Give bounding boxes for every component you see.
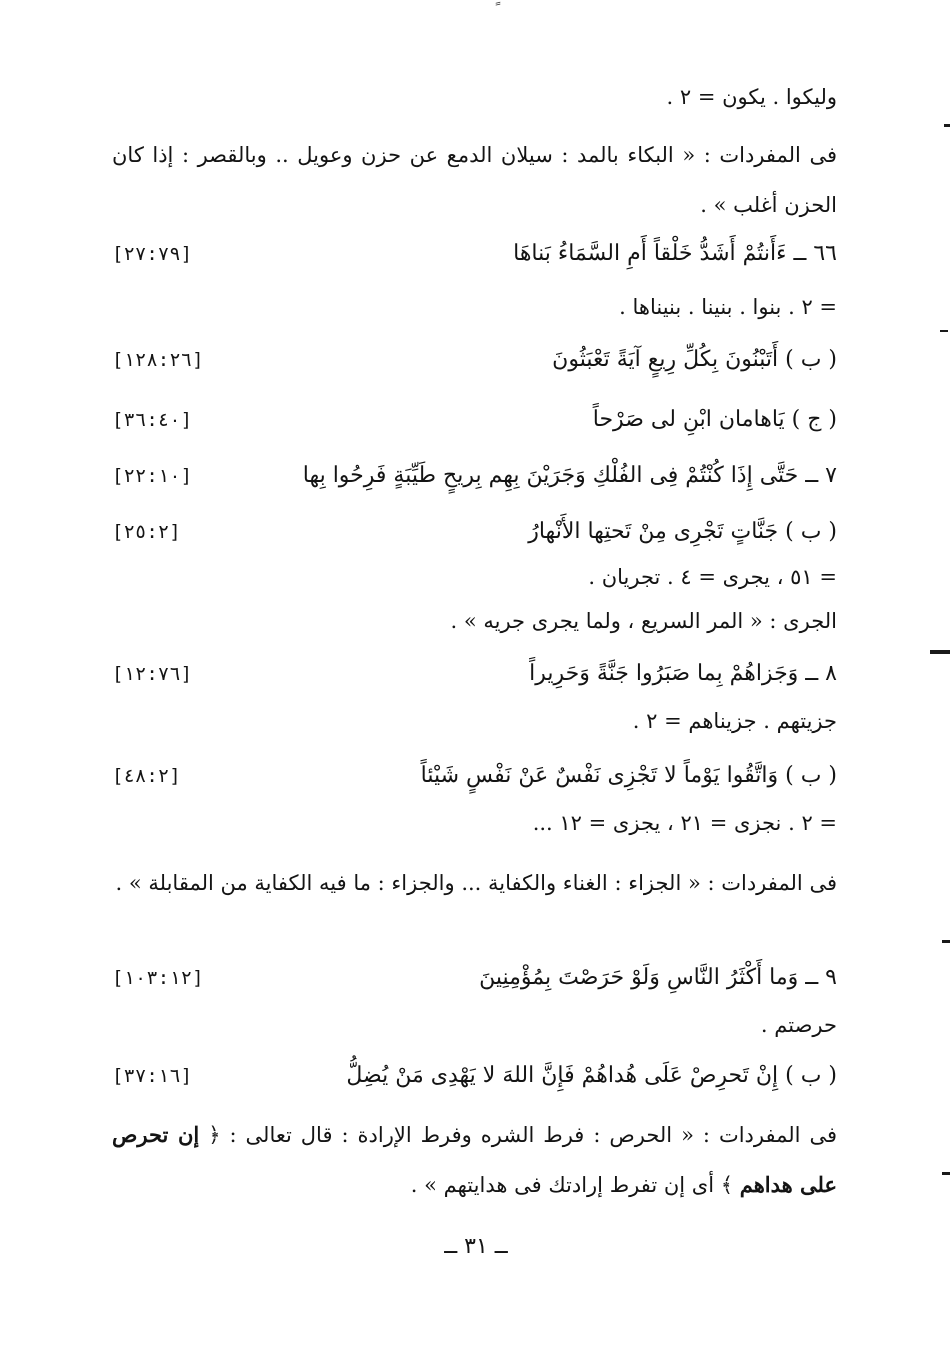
- verse-text: ٩ ــ وَما أَكْثَرُ النَّاسِ وَلَوْ حَرَصْتَ بِمُؤْمِنِينَ: [479, 965, 837, 990]
- verse-text: ( ب ) أَتَبْنُونَ بِكُلِّ رِيعٍ آيَةً تَعْبَثُونَ: [552, 347, 837, 372]
- text-line-6: = ٢ . نجزى = ٢١ ، يجزى = ١٢ ...: [532, 811, 837, 835]
- text-line-4: الجرى : « المر السريع ، ولما يجرى جريه » .: [450, 609, 837, 633]
- verse-text: ( ب ) إِنْ تَحرِصْ عَلَى هُداهُمْ فَإِنَّ اللهَ لا يَهْدِى مَنْ يُضِلُّ: [346, 1063, 837, 1088]
- margin-mark: [944, 124, 950, 127]
- verse-reference: [٤٨:٢]: [112, 765, 181, 787]
- definition-paragraph-1: فى المفردات : « البكاء بالمد : سيلان الدمع عن حزن وعويل .. وبالقصر : إذا كان الحزن أغلب » .: [112, 143, 837, 217]
- verse-row-2: [112, 342, 837, 378]
- verse-row-9: [112, 1058, 837, 1094]
- quoted-verse-phrase: إن تحرص على هداهم: [112, 1122, 837, 1197]
- margin-mark: [942, 940, 950, 943]
- verse-reference: [٢٧:٧٩]: [112, 243, 193, 265]
- verse-reference: [٢٥:٢]: [112, 521, 181, 543]
- margin-mark: [942, 1172, 950, 1175]
- margin-mark: [940, 330, 948, 332]
- verse-row-1: [112, 236, 837, 272]
- verse-row-4: [112, 458, 837, 494]
- verse-text: ( ج ) يَاهامان ابْنِ لى صَرْحاً: [592, 407, 837, 432]
- verse-row-7: [112, 758, 837, 794]
- page-number: ــ ٣١ ــ: [444, 1234, 508, 1259]
- text-line-3: = ٥١ ، يجرى = ٤ . تجريان .: [588, 565, 837, 589]
- verse-text: ٧ ــ حَتَّى إِذَا كُنْتُمْ فِى الفُلْكِ وَجَرَيْنَ بِهِم بِريحٍ طَيِّبَةٍ فَرِحُوا بِها: [302, 463, 837, 488]
- margin-mark: [930, 650, 950, 654]
- verse-reference: [٢٢:١٠]: [112, 465, 193, 487]
- definition-text: فى المفردات : « الحرص : فرط الشره وفرط الإرادة : قال تعالى : ﴿: [208, 1123, 838, 1147]
- verse-row-3: [112, 402, 837, 438]
- text-line-2: = ٢ . بنوا . بنينا . بنيناها .: [619, 295, 837, 319]
- verse-reference: [١٢:٧٦]: [112, 663, 193, 685]
- text-line-1: وليكوا . يكون = ٢ .: [666, 85, 837, 109]
- verse-text: ( ب ) جَنَّاتٍ تَجْرِى مِنْ تَحتِها الأَنْهارُ: [528, 519, 837, 544]
- text-line-5: جزيتهم . جزيناهم = ٢ .: [632, 709, 837, 733]
- verse-row-8: [112, 960, 837, 996]
- text-line-7: حرصتم .: [760, 1013, 837, 1037]
- verse-reference: [٣٦:٤٠]: [112, 409, 193, 431]
- verse-reference: [٣٧:١٦]: [112, 1065, 193, 1087]
- definition-paragraph-3: [112, 1110, 837, 1210]
- verse-reference: [١٠٣:١٢]: [112, 967, 204, 989]
- definition-paragraph-2: فى المفردات : « الجزاء : الغناء والكفاية ... والجزاء : ما فيه الكفاية من المقابلة » .: [115, 871, 837, 895]
- verse-row-6: [112, 656, 837, 692]
- verse-text: ٨ ــ وَجَزاهُمْ بِما صَبَرُوا جَنَّةً وَحَرِيراً: [529, 661, 837, 686]
- verse-row-5: [112, 514, 837, 550]
- definition-text: ﴾ أى إن تفرط إرادتك فى هدايتهم » .: [410, 1173, 734, 1197]
- verse-text: ( ب ) وَاتَّقُوا يَوْماً لا تَجْزِى نَفْسٌ عَنْ نَفْسٍ شَيْئاً: [420, 763, 837, 788]
- verse-text: ٦٦ ــ ءَأَنتُمْ أَشَدُّ خَلْقاً أَمِ السَّمَاءُ بَناهَا: [513, 241, 837, 266]
- verse-reference: [١٢٨:٢٦]: [112, 349, 204, 371]
